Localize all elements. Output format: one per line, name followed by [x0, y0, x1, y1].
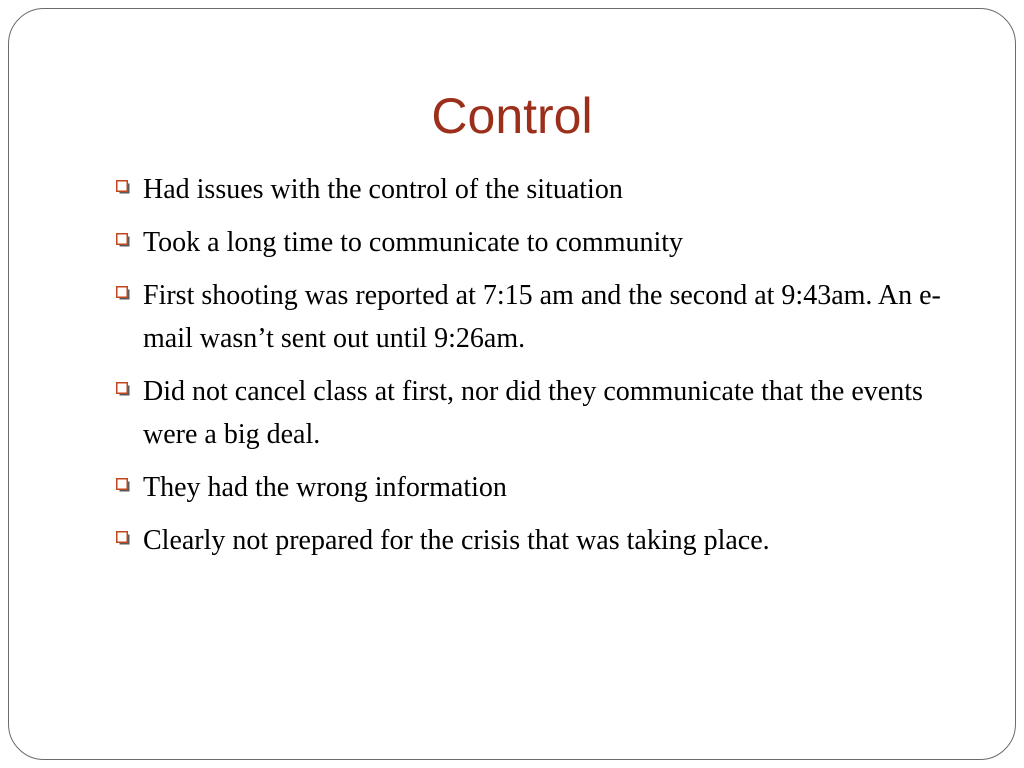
checkbox-bullet-icon [116, 286, 130, 300]
bullet-text: Clearly not prepared for the crisis that was taking place. [143, 525, 770, 556]
checkbox-bullet-icon [116, 233, 130, 247]
bullet-text: They had the wrong information [143, 472, 507, 503]
bullet-list [116, 168, 946, 572]
bullet-text: Had issues with the control of the situation [143, 174, 623, 205]
checkbox-bullet-icon [116, 180, 130, 194]
bullet-text: Did not cancel class at first, nor did they communicate that the events were a big deal. [143, 376, 923, 450]
bullet-item [116, 274, 946, 360]
bullet-item [116, 370, 946, 456]
bullet-item [116, 168, 946, 211]
bullet-text: First shooting was reported at 7:15 am and the second at 9:43am. An e-mail wasn’t sent out until 9:26am. [143, 280, 941, 354]
bullet-item [116, 519, 946, 562]
checkbox-bullet-icon [116, 478, 130, 492]
slide-title: Control [431, 88, 593, 144]
bullet-item [116, 221, 946, 264]
bullet-item [116, 466, 946, 509]
checkbox-bullet-icon [116, 382, 130, 396]
checkbox-bullet-icon [116, 531, 130, 545]
bullet-text: Took a long time to communicate to community [143, 227, 684, 258]
